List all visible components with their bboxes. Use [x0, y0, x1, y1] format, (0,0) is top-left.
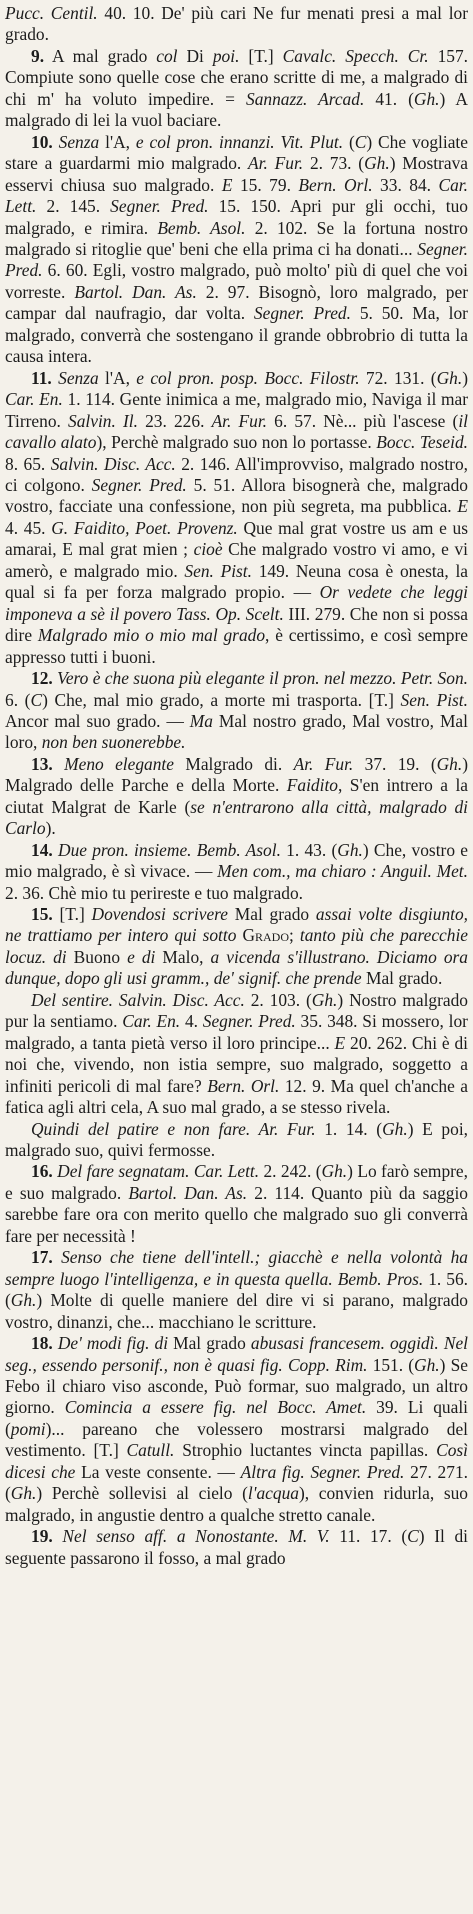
- paragraph-2: 10. Senza l'A, e col pron. innanzi. Vit. Plut. (C) Che vogliate stare a guardarmi mio malgrado. Ar. Fur. 2. 73. (Gh.) Mostrava esservi chiusa suo malgrado. E 15. 79. Bern. Orl. 33. 84. Car. Lett. 2. 145. Segner. Pred. 15. 150. Apri pur gli occhi, tuo malgrado, e rimira. Bemb. Asol. 2. 102. Se la fortuna nostro malgrado si ritoglie que' beni che ella prima ci ha donati... Segner. Pred. 6. 60. Egli, vostro malgrado, può molto' più di quel che voi vorreste. Bartol. Dan. As. 2. 97. Bisognò, loro malgrado, per campar dal naufragio, dar volta. Segner. Pred. 5. 50. Ma, lor malgrado, converrà che sostengano il grande obbrobrio di tutta la causa intera.: [5, 131, 469, 367]
- paragraph-12: 18. De' modi fig. di Mal grado abusasi francesem. oggidì. Nel seg., essendo personif., non è quasi fig. Copp. Rim. 151. (Gh.) Se Febo il chiaro viso asconde, Può formar, suo malgrado, un altro giorno. Comincia a essere fig. nel Bocc. Amet. 39. Li quali (pomi)... pareano che volessero mostrarsi malgrado del vestimento. [T.] Catull. Strophio luctantes vincta papillas. Così dicesi che La veste consente. — Altra fig. Segner. Pred. 27. 271. (Gh.) Perchè sollevisi al cielo (l'acqua), convien ridurla, suo malgrado, in angustie dentro a qualche stretto canale.: [5, 1333, 468, 1525]
- paragraph-10: 16. Del fare segnatam. Car. Lett. 2. 242. (Gh.) Lo farò sempre, e suo malgrado. Bartol. Dan. As. 2. 114. Quanto più da saggio sarebbe fare ora con merito quello che malgrado suo gli converrà fare per necessità !: [5, 1161, 469, 1246]
- paragraph-1: 9. A mal grado col Di poi. [T.] Cavalc. Specch. Cr. 157. Compiute sono quelle cose che erano scritte di me, a malgrado di chi m' ha voluto impedire. = Sannazz. Arcad. 41. (Gh.) A malgrado di lei la vuol baciare.: [5, 45, 469, 131]
- paragraph-5: 13. Meno elegante Malgrado di. Ar. Fur. 37. 19. (Gh.) Malgrado delle Parche e della Morte. Faidito, S'en intrero a la ciutat Malgrat de Karle (se n'entrarono alla città, malgrado di Carlo).: [5, 753, 469, 839]
- paragraph-4: 12. Vero è che suona più elegante il pron. nel mezzo. Petr. Son. 6. (C) Che, mal mio grado, a morte mi trasporta. [T.] Sen. Pist. Ancor mal suo grado. — Ma Mal nostro grado, Mal vostro, Mal loro, non ben suonerebbe.: [5, 668, 468, 753]
- paragraph-7: 15. [T.] Dovendosi scrivere Mal grado assai volte disgiunto, ne trattiamo per intero qui sotto Grado; tanto più che parecchie locuz. di Buono e di Malo, a vicenda s'illustrano. Diciamo ora dunque, dopo gli usi gramm., de' signif. che prende Mal grado.: [5, 904, 469, 989]
- paragraph-11: 17. Senso che tiene dell'intell.; giacchè e nella volontà ha sempre luogo l'intelligenza, e in questa quella. Bemb. Pros. 1. 56. (Gh.) Molte di quelle maniere del dire vi si parano, malgrado vostro, dinanzi, che... macchiano le scritture.: [5, 1247, 468, 1332]
- paragraph-9: Quindi del patire e non fare. Ar. Fur. 1. 14. (Gh.) E poi, malgrado suo, quivi fermosse.: [5, 1118, 468, 1161]
- paragraph-8: Del sentire. Salvin. Disc. Acc. 2. 103. (Gh.) Nostro malgrado pur la sentiamo. Car. En. 4. Segner. Pred. 35. 348. Si mossero, lor malgrado, a tanta pietà verso il loro principe... E 20. 262. Chi è di noi che, vivendo, non istia sempre, suo malgrado, soggetto a infiniti pericoli di mal fare? Bern. Orl. 12. 9. Ma quel ch'anche a fatica agli altri cela, A suo mal grado, a se stesso rivela.: [5, 989, 468, 1118]
- paragraph-6: 14. Due pron. insieme. Bemb. Asol. 1. 43. (Gh.) Che, vostro e mio malgrado, è sì vivace. — Men com., ma chiaro : Anguil. Met. 2. 36. Chè mio tu perireste e tuo malgrado.: [5, 839, 468, 903]
- paragraph-0: Pucc. Centil. 40. 10. De' più cari Ne fur menati presi a mal lor grado.: [5, 3, 469, 45]
- paragraph-3: 11. Senza l'A, e col pron. posp. Bocc. Filostr. 72. 131. (Gh.) Car. En. 1. 114. Gente inimica a me, malgrado mio, Naviga il mar Tirreno. Salvin. Il. 23. 226. Ar. Fur. 6. 57. Nè... più l'ascese (il cavallo alato), Perchè malgrado suo non lo portasse. Bocc. Teseid. 8. 65. Salvin. Disc. Acc. 2. 146. All'improvviso, malgrado nostro, ci colgono. Segner. Pred. 5. 51. Allora bisognerà che, malgrado vostro, facciate una confessione, non più segreta, ma pubblica. E 4. 45. G. Faidito, Poet. Provenz. Que mal grat vostre us am e us amarai, E mal grat mien ; cioè Che malgrado vostro vi amo, e vi amerò, e malgrado mio. Sen. Pist. 149. Neuna cosa è onesta, la qual si fa per forza malgrado propio. — Or vedete che leggi imponeva a sè il povero Tass. Op. Scelt. III. 279. Che non si possa dire Malgrado mio o mio mal grado, è certissimo, e così sempre appresso tutti i buoni.: [5, 367, 469, 667]
- paragraph-13: 19. Nel senso aff. a Nonostante. M. V. 11. 17. (C) Il di seguente passarono il fosso, a mal grado: [5, 1526, 469, 1568]
